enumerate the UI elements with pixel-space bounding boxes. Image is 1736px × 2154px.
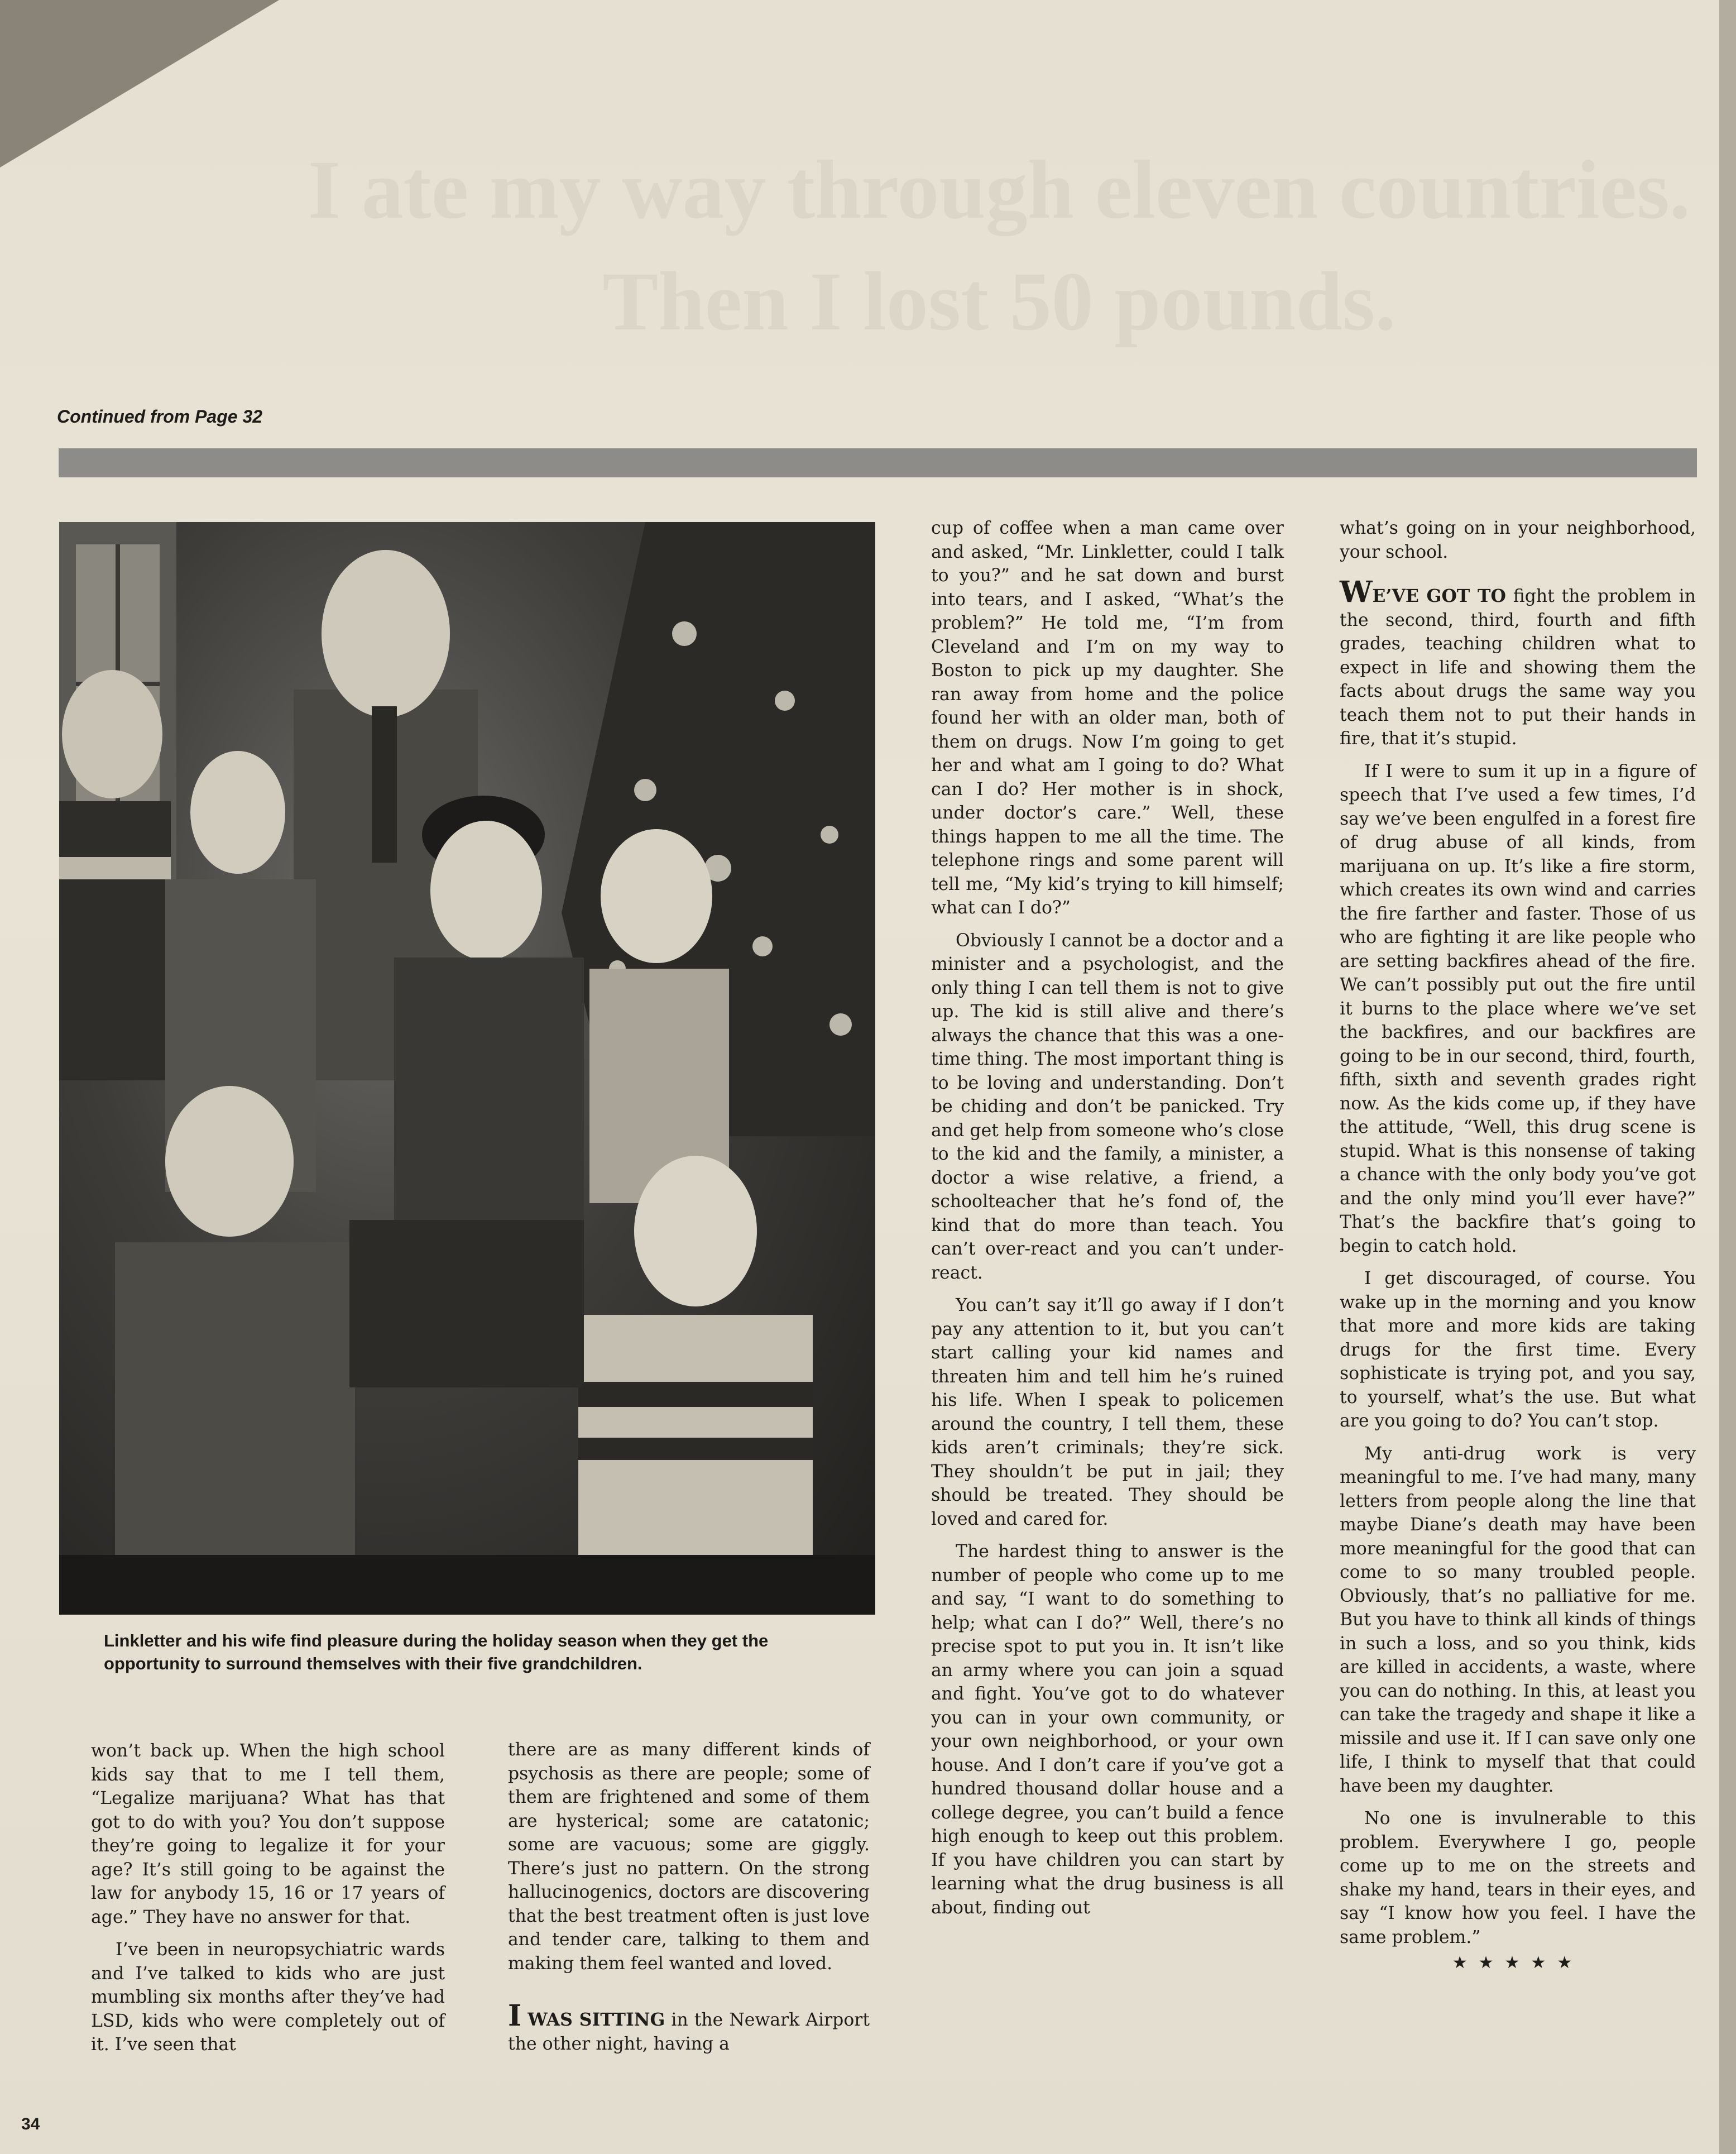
col4-paragraph-2-text: fight the problem in the second, third, fourth and fifth grades, teaching children what to expect in life and showing them the facts about drugs the same way you teach them not to put their hands in fire, that it’s stupid. xyxy=(1340,586,1696,749)
article-column-4 xyxy=(1340,516,1696,1975)
photo-caption: Linkletter and his wife find pleasure during the holiday season when they get the opportunity to surround themselves with their five grandchildren. xyxy=(104,1631,769,1673)
col3-paragraph-3: You can’t say it’ll go away if I don’t pay any attention to it, but you can’t start calling your kid names and threaten him and tell him he’s ruined his life. When I speak to policemen around the country, I tell them, these kids aren’t criminals; they’re sick. They shouldn’t be put in jail; they should be treated. They should be loved and cared for. xyxy=(931,1295,1284,1529)
col2-paragraph-1: there are as many different kinds of psychosis as there are people; some of them are frightened and some of them are hysterical; some are catatonic; some are vacuous; some are giggly. There’s just no pattern. On the strong hallucinogenics, doctors are discovering that the best treatment often is just love and tender care, talking to them and making them feel wanted and loved. xyxy=(508,1740,870,1974)
col2-paragraph-2-text: in the Newark Airport the other night, having a xyxy=(508,2010,870,2054)
section-lead-in: WAS SITTING xyxy=(527,2009,665,2030)
folded-corner xyxy=(0,0,279,167)
col1-paragraph-2: I’ve been in neuropsychiatric wards and I’ve talked to kids who are just mumbling six months after they’ve had LSD, kids who were completely out of it. I’ve seen that xyxy=(91,1940,445,2055)
drop-cap-i: I xyxy=(508,1999,522,2033)
col4-paragraph-6: No one is invulnerable to this problem. Everywhere I go, people come up to me on the streets and shake my hand, tears in their eyes, and say “I know how you feel. I have the same problem.” xyxy=(1340,1808,1696,1947)
col4-paragraph-5: My anti-drug work is very meaningful to me. I’ve had many, many letters from people along the line that maybe Diane’s death may have been more meaningful for the good that can come to so many troubled people. Obviously, that’s no palliative for me. But you have to think all kinds of things in such a loss, and so you think, kids are killed in accidents, a waste, where you can do nothing. In this, at least you can take the tragedy and shape it like a missile and use it. If I can save only one life, I think to myself that that could have been my daughter. xyxy=(1340,1443,1696,1796)
article-column-3 xyxy=(931,516,1284,1920)
section-lead-in: E’VE GOT TO xyxy=(1372,586,1506,606)
page-number: 34 xyxy=(21,2115,40,2133)
article-column-1 xyxy=(91,1739,445,2057)
drop-cap-w: W xyxy=(1340,575,1373,609)
family-photo xyxy=(59,522,875,1615)
col4-paragraph-4: I get discouraged, of course. You wake up in the morning and you know that more and more kids are taking drugs for the first time. Every sophisticate is trying pot, and you say, to yourself, what’s the use. But what are you going to do? You can’t stop. xyxy=(1340,1269,1696,1431)
family-photo-illustration xyxy=(59,522,875,1615)
article-column-2 xyxy=(508,1738,870,2056)
col1-paragraph-1: won’t back up. When the high school kids say that to me I tell them, “Legalize marijuana? What has that got to do with you? You don’t suppose they’re going to legalize it for your age? It’s still going to be against the law for anybody 15, 16 or 17 years of age.” They have no answer for that. xyxy=(91,1741,445,1927)
col2-paragraph-2 xyxy=(508,1999,870,2056)
col3-paragraph-2: Obviously I cannot be a doctor and a minister and a psychologist, and the only thing I can tell them is not to give up. The kid is still alive and there’s always the chance that this was a one-time thing. The most important thing is to be loving and understanding. Don’t be chiding and don’t be panicked. Try and get help from someone who’s close to the kid and the family, a minister, a doctor a wise relative, a friend, a schoolteacher that he’s fond of, the kind that do more than teach. You can’t over-react and you can’t under-react. xyxy=(931,930,1284,1283)
continued-from-label: Continued from Page 32 xyxy=(57,406,263,427)
col4-paragraph-2 xyxy=(1340,575,1696,751)
bleed-through-headline: I ate my way through eleven countries. Then I lost 50 pounds. xyxy=(308,143,1691,348)
col3-paragraph-1: cup of coffee when a man came over and asked, “Mr. Linkletter, could I talk to you?” and he sat down and burst into tears, and I asked, “What’s the problem?” He told me, “I’m from Cleveland and I’m on my way to Boston to pick up my daughter. She ran away from home and the police found her with an older man, both of them on drugs. Now I’m going to get her and what am I going to do? What can I do? Her mother is in shock, under doctor’s care.” Well, these things happen to me all the time. The telephone rings and some parent will tell me, “My kid’s trying to kill himself; what can I do?” xyxy=(931,518,1284,918)
col4-paragraph-1: what’s going on in your neighborhood, your school. xyxy=(1340,518,1696,562)
end-mark-stars: ★★★★★ xyxy=(1452,1953,1584,1973)
col3-paragraph-4: The hardest thing to answer is the number of people who come up to me and say, “I want to do something to help; what can I do?” Well, there’s no precise spot to put you in. It isn’t like an army where you can join a squad and fight. You’ve got to do whatever you can in your own community, or your own neighborhood, or your own house. And I don’t care if you’ve got a hundred thousand dollar house and a college degree, you can’t build a fence high enough to keep out this problem. If you have children you can start by learning what the drug business is all about, finding out xyxy=(931,1542,1284,1918)
col4-paragraph-3: If I were to sum it up in a figure of speech that I’ve used a few times, I’d say we’ve been engulfed in a forest fire of drug abuse of all kinds, from marijuana on up. It’s like a fire storm, which creates its own wind and carries the fire farther and faster. Those of us who are fighting it are like people who are setting backfires ahead of the fire. We can’t possibly put out the fire until it burns to the place where we’ve set the backfires, and our backfires are going to be in our second, third, fourth, fifth, sixth and seventh grades right now. As the kids come up, if they have the attitude, “Well, this drug scene is stupid. What is this nonsense of taking a chance with the only body you’ve got and the only mind you’ll ever have?” That’s the backfire that’s going to begin to catch hold. xyxy=(1340,761,1696,1256)
header-rule-bar xyxy=(59,448,1697,477)
